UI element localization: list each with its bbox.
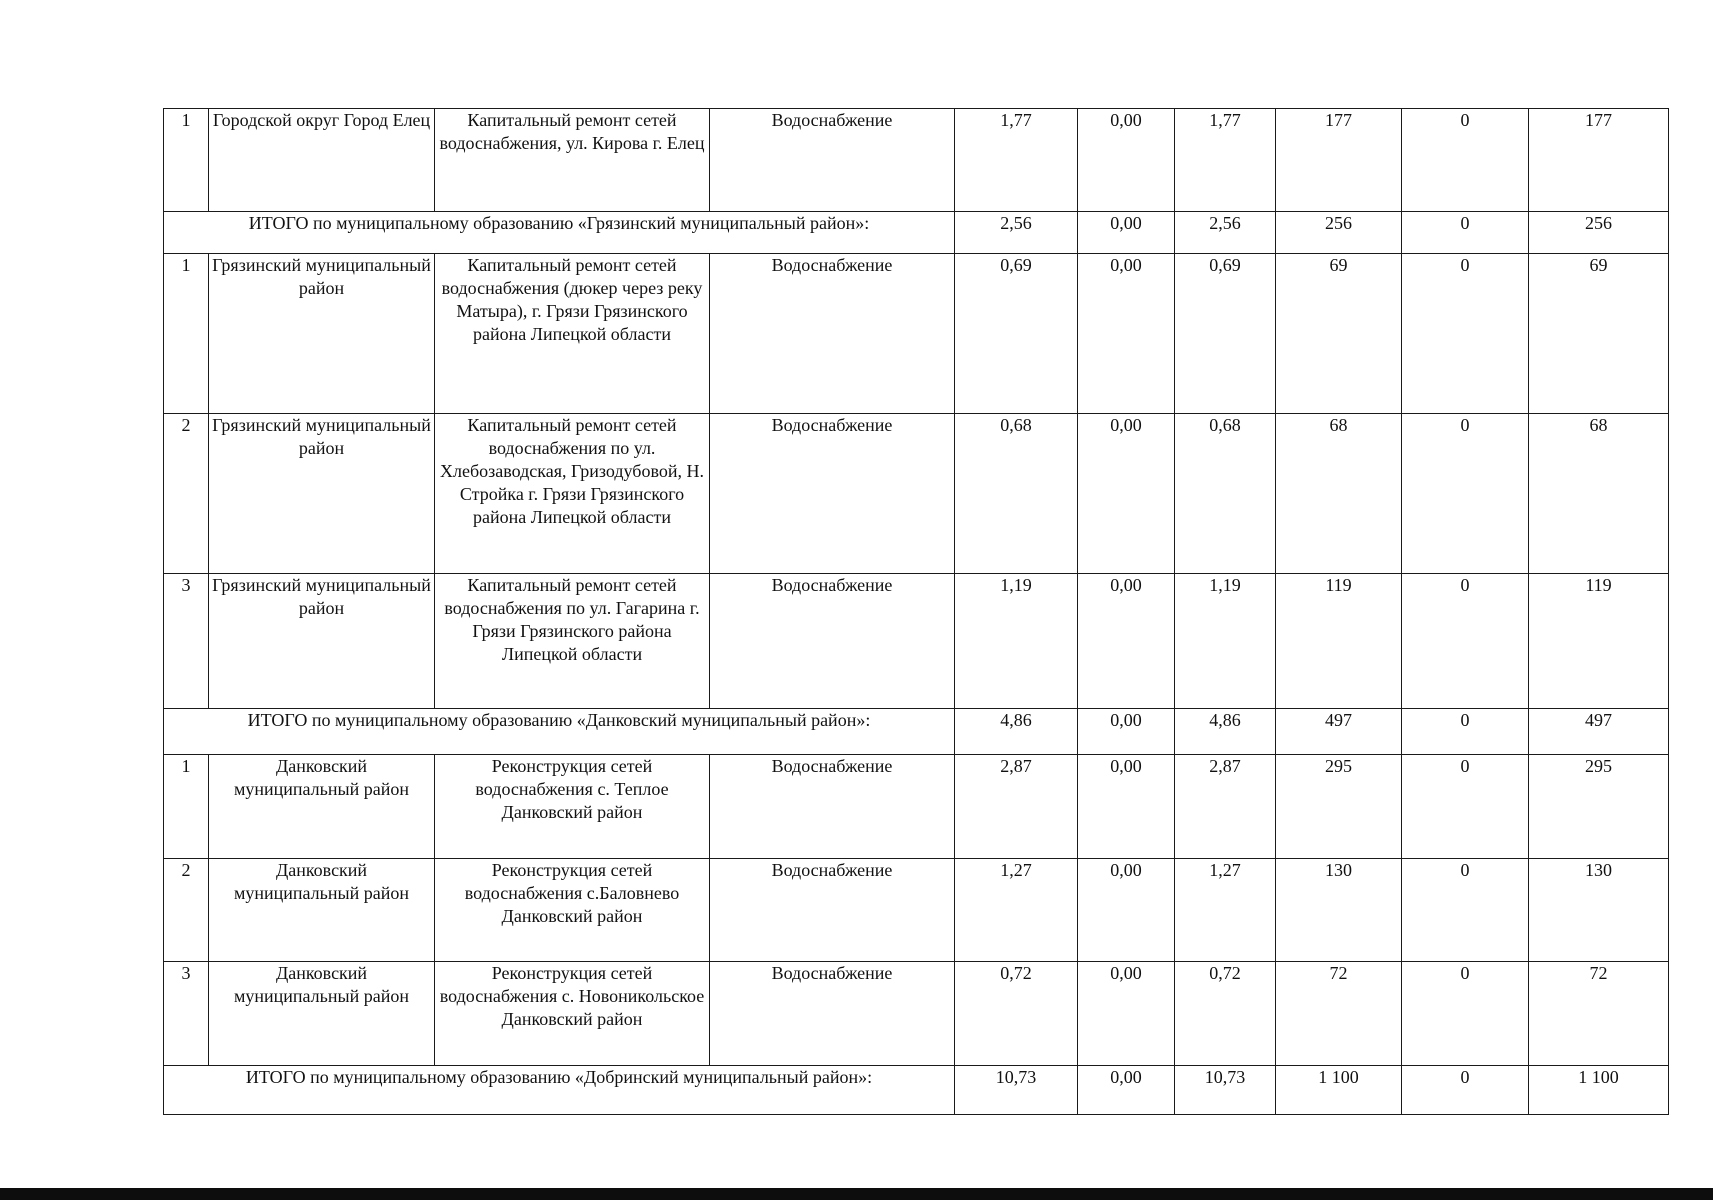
- value-5-cell: 0: [1402, 1066, 1529, 1115]
- value-1-cell: 1,27: [955, 859, 1078, 962]
- kind-cell: Водоснабжение: [710, 859, 955, 962]
- object-cell: Реконструкция сетей водоснабжения с. Новоникольское Данковский район: [435, 962, 710, 1066]
- value-6-cell: 69: [1529, 254, 1669, 414]
- row-number: 2: [164, 414, 209, 574]
- value-3-cell: 4,86: [1175, 709, 1276, 755]
- value-1-cell: 0,69: [955, 254, 1078, 414]
- value-2-cell: 0,00: [1078, 962, 1175, 1066]
- row-number: 3: [164, 962, 209, 1066]
- value-1-cell: 10,73: [955, 1066, 1078, 1115]
- municipality-cell: Данковский муниципальный район: [209, 962, 435, 1066]
- value-4-cell: 497: [1276, 709, 1402, 755]
- object-cell: Реконструкция сетей водоснабжения с. Теплое Данковский район: [435, 755, 710, 859]
- value-6-cell: 256: [1529, 212, 1669, 254]
- value-4-cell: 295: [1276, 755, 1402, 859]
- total-row: [164, 212, 1669, 254]
- row-number: 2: [164, 859, 209, 962]
- value-4-cell: 1 100: [1276, 1066, 1402, 1115]
- row-number: 3: [164, 574, 209, 709]
- value-2-cell: 0,00: [1078, 709, 1175, 755]
- value-5-cell: 0: [1402, 962, 1529, 1066]
- kind-cell: Водоснабжение: [710, 755, 955, 859]
- value-5-cell: 0: [1402, 212, 1529, 254]
- value-1-cell: 1,77: [955, 109, 1078, 212]
- kind-cell: Водоснабжение: [710, 574, 955, 709]
- value-5-cell: 0: [1402, 254, 1529, 414]
- value-5-cell: 0: [1402, 859, 1529, 962]
- value-5-cell: 0: [1402, 414, 1529, 574]
- value-6-cell: 68: [1529, 414, 1669, 574]
- value-3-cell: 2,87: [1175, 755, 1276, 859]
- value-6-cell: 177: [1529, 109, 1669, 212]
- object-cell: Капитальный ремонт сетей водоснабжения (дюкер через реку Матыра), г. Грязи Грязинского района Липецкой области: [435, 254, 710, 414]
- value-1-cell: 2,87: [955, 755, 1078, 859]
- value-4-cell: 69: [1276, 254, 1402, 414]
- municipality-cell: Грязинский муниципальный район: [209, 574, 435, 709]
- kind-cell: Водоснабжение: [710, 109, 955, 212]
- table-row: [164, 109, 1669, 212]
- value-3-cell: 1,77: [1175, 109, 1276, 212]
- value-3-cell: 0,69: [1175, 254, 1276, 414]
- value-1-cell: 1,19: [955, 574, 1078, 709]
- value-6-cell: 295: [1529, 755, 1669, 859]
- object-cell: Капитальный ремонт сетей водоснабжения по ул. Хлебозаводская, Гризодубовой, Н. Стройка г. Грязи Грязинского района Липецкой области: [435, 414, 710, 574]
- value-3-cell: 2,56: [1175, 212, 1276, 254]
- value-4-cell: 72: [1276, 962, 1402, 1066]
- total-row: [164, 709, 1669, 755]
- value-1-cell: 0,68: [955, 414, 1078, 574]
- kind-cell: Водоснабжение: [710, 414, 955, 574]
- municipality-cell: Грязинский муниципальный район: [209, 254, 435, 414]
- table-row: [164, 574, 1669, 709]
- table-row: [164, 254, 1669, 414]
- total-label: ИТОГО по муниципальному образованию «Грязинский муниципальный район»:: [164, 212, 955, 254]
- value-5-cell: 0: [1402, 709, 1529, 755]
- object-cell: Капитальный ремонт сетей водоснабжения по ул. Гагарина г. Грязи Грязинского района Липецкой области: [435, 574, 710, 709]
- municipality-cell: Городской округ Город Елец: [209, 109, 435, 212]
- value-2-cell: 0,00: [1078, 859, 1175, 962]
- kind-cell: Водоснабжение: [710, 962, 955, 1066]
- value-1-cell: 4,86: [955, 709, 1078, 755]
- value-2-cell: 0,00: [1078, 212, 1175, 254]
- table-row: [164, 859, 1669, 962]
- value-6-cell: 119: [1529, 574, 1669, 709]
- value-1-cell: 2,56: [955, 212, 1078, 254]
- value-1-cell: 0,72: [955, 962, 1078, 1066]
- row-number: 1: [164, 109, 209, 212]
- value-3-cell: 10,73: [1175, 1066, 1276, 1115]
- value-6-cell: 130: [1529, 859, 1669, 962]
- row-number: 1: [164, 755, 209, 859]
- value-2-cell: 0,00: [1078, 254, 1175, 414]
- value-2-cell: 0,00: [1078, 109, 1175, 212]
- budget-table: [163, 108, 1669, 1115]
- scan-edge-bar: [0, 1188, 1713, 1200]
- value-4-cell: 119: [1276, 574, 1402, 709]
- total-label: ИТОГО по муниципальному образованию «Данковский муниципальный район»:: [164, 709, 955, 755]
- object-cell: Реконструкция сетей водоснабжения с.Баловнево Данковский район: [435, 859, 710, 962]
- total-label: ИТОГО по муниципальному образованию «Добринский муниципальный район»:: [164, 1066, 955, 1115]
- value-3-cell: 0,72: [1175, 962, 1276, 1066]
- row-number: 1: [164, 254, 209, 414]
- value-4-cell: 130: [1276, 859, 1402, 962]
- value-2-cell: 0,00: [1078, 574, 1175, 709]
- total-row: [164, 1066, 1669, 1115]
- value-3-cell: 1,27: [1175, 859, 1276, 962]
- municipality-cell: Данковский муниципальный район: [209, 859, 435, 962]
- value-5-cell: 0: [1402, 574, 1529, 709]
- value-2-cell: 0,00: [1078, 1066, 1175, 1115]
- value-3-cell: 0,68: [1175, 414, 1276, 574]
- table-row: [164, 755, 1669, 859]
- value-2-cell: 0,00: [1078, 755, 1175, 859]
- municipality-cell: Грязинский муниципальный район: [209, 414, 435, 574]
- table-row: [164, 414, 1669, 574]
- value-5-cell: 0: [1402, 109, 1529, 212]
- value-5-cell: 0: [1402, 755, 1529, 859]
- municipality-cell: Данковский муниципальный район: [209, 755, 435, 859]
- value-2-cell: 0,00: [1078, 414, 1175, 574]
- value-6-cell: 497: [1529, 709, 1669, 755]
- kind-cell: Водоснабжение: [710, 254, 955, 414]
- value-3-cell: 1,19: [1175, 574, 1276, 709]
- table-row: [164, 962, 1669, 1066]
- value-4-cell: 256: [1276, 212, 1402, 254]
- value-6-cell: 1 100: [1529, 1066, 1669, 1115]
- value-6-cell: 72: [1529, 962, 1669, 1066]
- value-4-cell: 177: [1276, 109, 1402, 212]
- value-4-cell: 68: [1276, 414, 1402, 574]
- object-cell: Капитальный ремонт сетей водоснабжения, ул. Кирова г. Елец: [435, 109, 710, 212]
